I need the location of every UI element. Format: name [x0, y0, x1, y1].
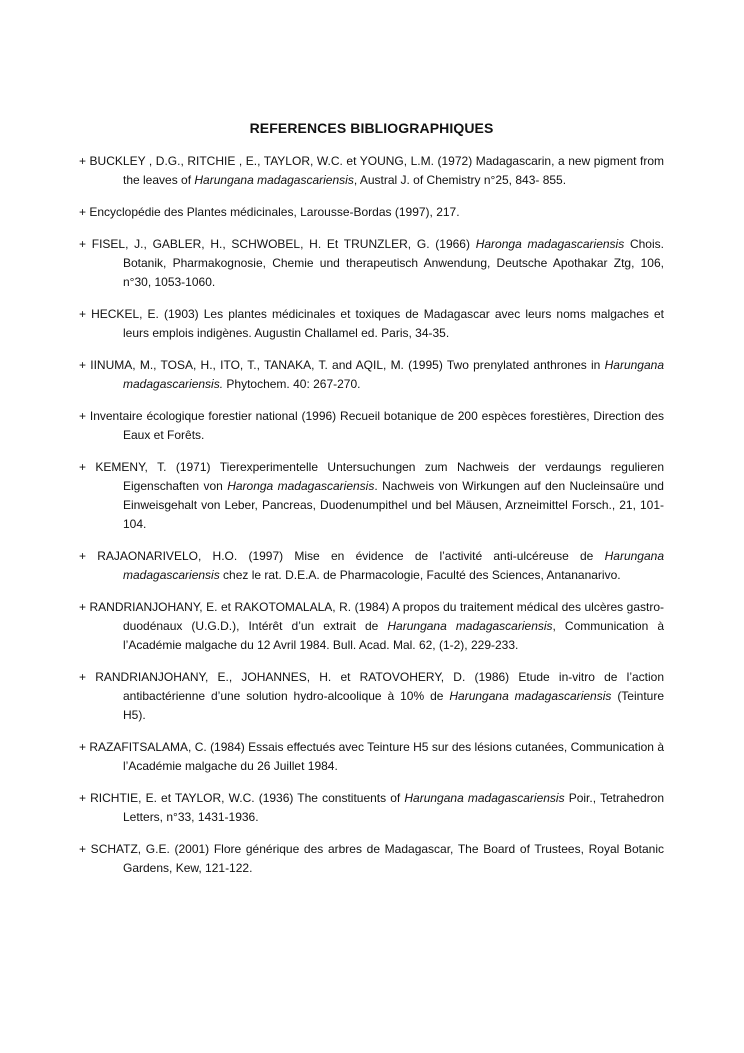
reference-entry	[79, 305, 664, 343]
reference-text: + BUCKLEY , D.G., RITCHIE , E., TAYLOR, W.C. et YOUNG, L.M. (1972) Madagascarin, a new pigment from the leaves of	[79, 154, 664, 187]
reference-species-name: Harungana madagascariensis	[387, 619, 553, 633]
reference-entry	[79, 668, 664, 725]
reference-text: + IINUMA, M., TOSA, H., ITO, T., TANAKA, T. and AQIL, M. (1995) Two prenylated anthrones in	[79, 358, 605, 372]
reference-text: + Encyclopédie des Plantes médicinales, Larousse-Bordas (1997), 217.	[79, 205, 460, 219]
reference-text: Poir., Tetrahedron Letters, n°33, 1431-1936.	[123, 791, 664, 824]
reference-text: + FISEL, J., GABLER, H., SCHWOBEL, H. Et TRUNZLER, G. (1966)	[79, 237, 476, 251]
reference-text: , Communication à l’Académie malgache du 12 Avril 1984. Bull. Acad. Mal. 62, (1-2), 229-233.	[123, 619, 664, 652]
reference-species-name: Harungana madagascariensis	[404, 791, 565, 805]
reference-list	[79, 152, 664, 878]
reference-entry	[79, 203, 664, 222]
reference-entry	[79, 738, 664, 776]
reference-entry	[79, 458, 664, 534]
document-page	[79, 120, 664, 891]
reference-text: , Austral J. of Chemistry n°25, 843- 855.	[353, 173, 567, 187]
reference-entry	[79, 356, 664, 394]
reference-entry	[79, 547, 664, 585]
reference-text: Phytochem. 40: 267-270.	[223, 377, 361, 391]
reference-entry	[79, 235, 664, 292]
reference-text: + KEMENY, T. (1971) Tierexperimentelle Untersuchungen zum Nachweis der verdaungs regulieren Eigenschaften von	[79, 460, 664, 493]
reference-text: + SCHATZ, G.E. (2001) Flore générique des arbres de Madagascar, The Board of Trustees, Royal Botanic Gardens, Kew, 121-122.	[79, 842, 664, 875]
reference-text: + RICHTIE, E. et TAYLOR, W.C. (1936) The constituents of	[79, 791, 405, 805]
reference-species-name: Harungana madagascariensis	[449, 689, 612, 703]
reference-species-name: Harungana madagascariensis	[194, 173, 354, 187]
reference-text: Chois. Botanik, Pharmakognosie, Chemie und therapeutisch Anwendung, Deutsche Apothakar Ztg, 106, n°30, 1053-1060.	[123, 237, 664, 289]
reference-species-name: Harungana madagascariensis.	[123, 358, 664, 391]
reference-text: + Inventaire écologique forestier national (1996) Recueil botanique de 200 espèces forestières, Direction des Eaux et Forêts.	[79, 409, 664, 442]
reference-species-name: Haronga madagascariensis	[475, 237, 625, 251]
reference-text: chez le rat. D.E.A. de Pharmacologie, Faculté des Sciences, Antananarivo.	[219, 568, 621, 582]
reference-text: (Teinture H5).	[123, 689, 665, 722]
reference-text: + RANDRIANJOHANY, E., JOHANNES, H. et RATOVOHERY, D. (1986) Etude in-vitro de l’action antibactérienne d’une solution hydro-alcoolique à 10% de	[79, 670, 664, 703]
reference-text: + RANDRIANJOHANY, E. et RAKOTOMALALA, R. (1984) A propos du traitement médical des ulcères gastro-duodénaux (U.G.D.), Intérêt d’un extrait de	[79, 600, 664, 633]
reference-species-name: Harungana madagascariensis	[123, 549, 664, 582]
reference-entry	[79, 598, 664, 655]
reference-entry	[79, 840, 664, 878]
reference-text: + RAZAFITSALAMA, C. (1984) Essais effectués avec Teinture H5 sur des lésions cutanées, Communication à l’Académie malgache du 26 Juillet 1984.	[79, 740, 664, 773]
page-title: REFERENCES BIBLIOGRAPHIQUES	[249, 120, 494, 136]
reference-entry	[79, 152, 664, 190]
reference-entry	[79, 407, 664, 445]
reference-text: + HECKEL, E. (1903) Les plantes médicinales et toxiques de Madagascar avec leurs noms malgaches et leurs emplois indigènes. Augustin Challamel ed. Paris, 34-35.	[79, 307, 664, 340]
reference-species-name: Haronga madagascariensis	[227, 479, 375, 493]
reference-text: . Nachweis von Wirkungen auf den Nucleinsaüre und Einweisgehalt von Leber, Pancreas, Duodenumpithel und bel Mäusen, Arzneimittel Forsch., 21, 101-104.	[123, 479, 664, 531]
reference-entry	[79, 789, 664, 827]
reference-text: + RAJAONARIVELO, H.O. (1997) Mise en évidence de l’activité anti-ulcéreuse de	[79, 549, 605, 563]
